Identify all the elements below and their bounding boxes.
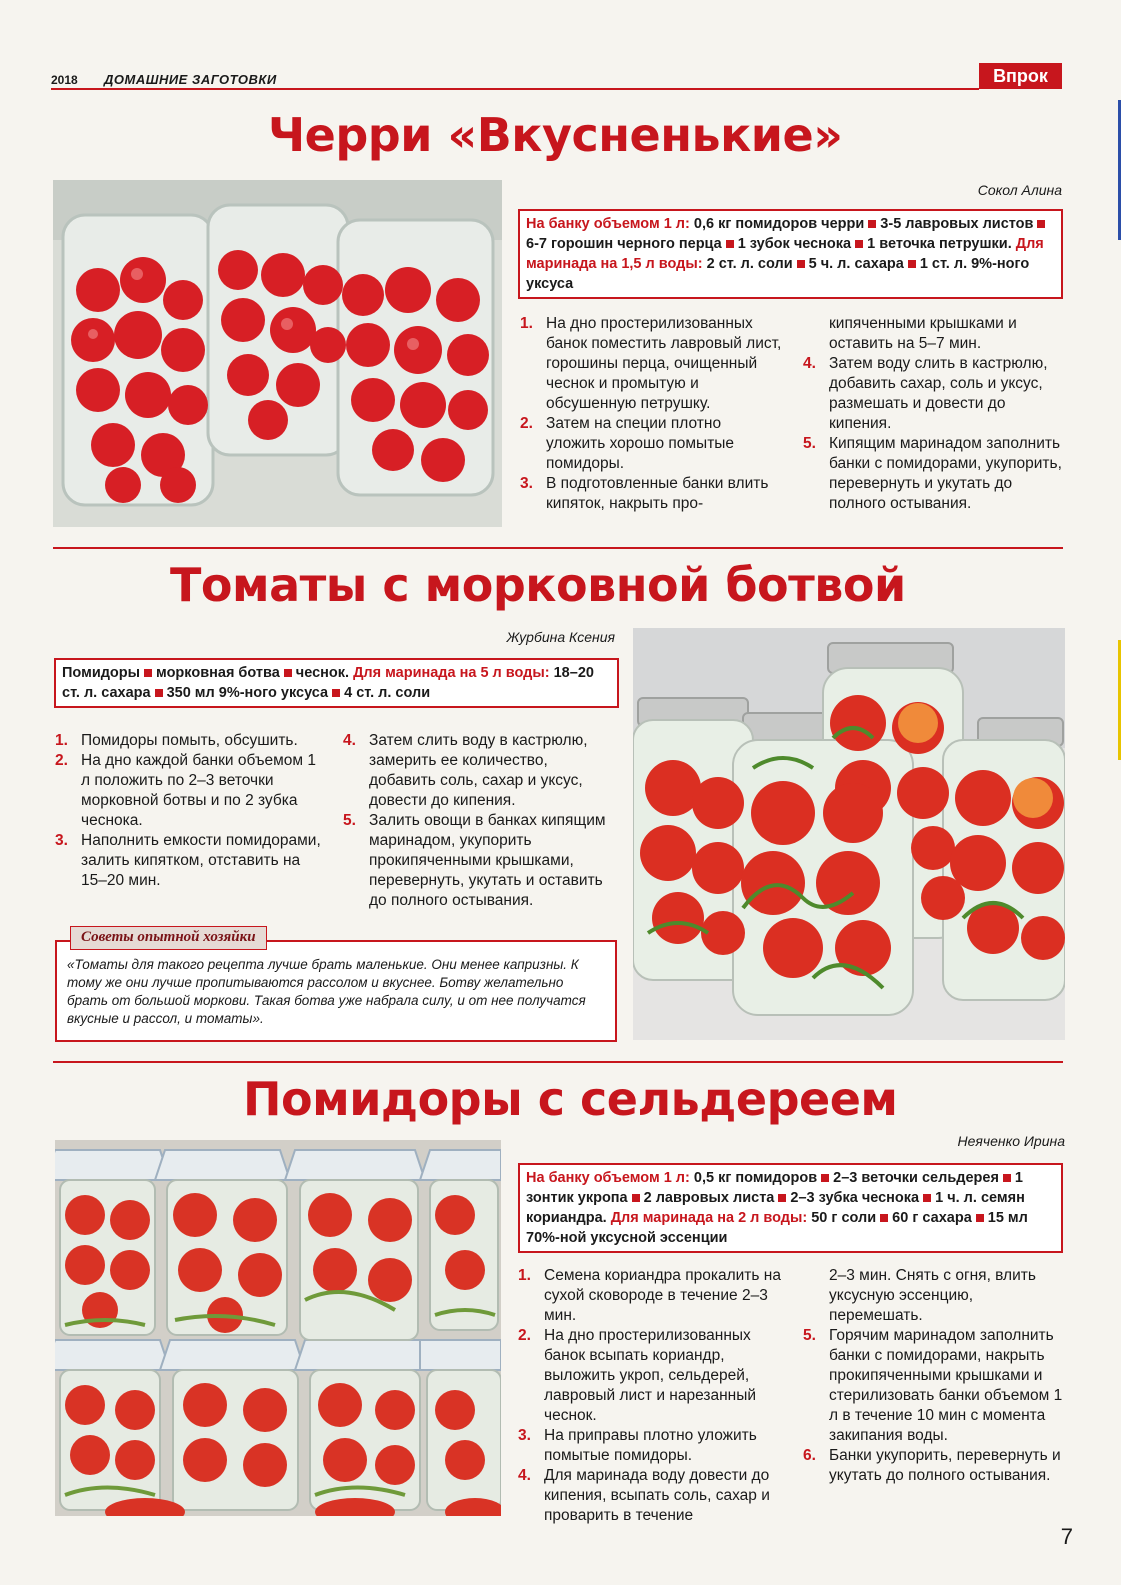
recipe-1-steps-left [520,314,782,514]
header-rule [51,88,979,90]
recipe-step [55,831,323,891]
step-text: На приправы плотно уложить помытые помидоры. [544,1427,757,1464]
recipe-step [803,1446,1065,1486]
section-divider [53,547,1063,549]
tip-label: Советы опытной хозяйки [70,926,267,950]
step-text: Горячим маринадом заполнить банки с помидорами, накрыть прокипяченными крышками и стерилизовать банки объемом 1 л в течение 10 мин с момента закипания воды. [829,1327,1063,1444]
recipe-2-steps-left [55,731,323,891]
step-text: На дно простерилизованных банок всыпать кориандр, выложить укроп, сельдерей, лавровый лист и нарезанный чеснок. [544,1327,757,1424]
recipe-step [55,731,323,751]
recipe-2-author: Журбина Ксения [506,629,615,645]
step-number: 1. [55,732,68,749]
recipe-3-author: Неяченко Ирина [957,1133,1065,1149]
step-number: 6. [803,1447,816,1464]
recipe-2-ingredients: Помидоры морковная ботва чеснок. Для маринада на 5 л воды: 18–20 ст. л. сахара 350 мл 9%-ного уксуса 4 ст. л. соли [62,665,594,701]
page-number: 7 [1060,1524,1073,1549]
recipe-step [803,434,1065,514]
step-text: На дно простерилизованных банок поместить лавровый лист, горошины перца, очищенный чеснок и промытую и обсушенную петрушку. [546,315,782,412]
recipe-3-steps-left [518,1266,783,1526]
recipe-2-ingredients-box [54,658,619,708]
step-text: В подготовленные банки влить кипяток, накрыть про- [546,475,769,512]
recipe-step [803,1326,1065,1446]
recipe-1-step-continuation: кипяченными крышками и оставить на 5–7 мин. [829,315,1017,352]
step-text: Кипящим маринадом заполнить банки с помидорами, укупорить, перевернуть и укутать до полного остывания. [829,435,1062,512]
recipe-1-ingredients: На банку объемом 1 л: 0,6 кг помидоров черри 3-5 лавровых листов6-7 горошин черного перца 1 зубок чеснока 1 веточка петрушки. Для маринада на 1,5 л воды: 2 ст. л. соли 5 ч. л. сахара 1 ст. л. 9%-ного уксуса [526,216,1044,292]
step-number: 3. [520,475,533,492]
step-number: 1. [520,315,533,332]
cherry-tomato-jars-photo [53,180,502,527]
step-text: Затем на специи плотно уложить хорошо помытые помидоры. [546,415,735,472]
section-divider [53,1061,1063,1063]
recipe-step [520,314,782,414]
recipe-2-steps-right [343,731,618,911]
step-number: 3. [55,832,68,849]
step-number: 2. [518,1327,531,1344]
recipe-step [518,1466,783,1526]
step-number: 5. [803,1327,816,1344]
recipe-step [518,1426,783,1466]
recipe-step [520,474,782,514]
recipe-step [520,414,782,474]
recipe-1-title: Черри «Вкусненькие» [268,108,843,162]
step-text: Затем слить воду в кастрюлю, замерить ее количество, добавить соль, сахар и уксус, довести до кипения. [369,732,588,809]
step-text: Залить овощи в банках кипящим маринадом, укупорить прокипяченными крышками, перевернуть, укутать и оставить до полного остывания. [369,812,606,909]
recipe-step [343,731,618,811]
recipe-3-ingredients: На банку объемом 1 л: 0,5 кг помидоров 2–3 веточки сельдерея 1 зонтик укропа 2 лавровых листа 2–3 зубка чеснока 1 ч. л. семян кориандра. Для маринада на 2 л воды: 50 г соли 60 г сахара 15 мл 70%-ной уксусной эссенции [526,1170,1028,1246]
tip-box [55,940,617,1042]
recipe-3-title: Помидоры с сельдереем [243,1072,898,1126]
recipe-1-ingredients-box [518,209,1063,299]
recipe-3-steps-right [803,1266,1065,1486]
header-year: 2018 [51,73,78,87]
step-text: Помидоры помыть, обсушить. [81,732,298,749]
recipe-step [343,811,618,911]
step-number: 4. [343,732,356,749]
recipe-1-steps-right [803,314,1065,514]
recipe-1-steps-right-list [803,354,1065,514]
step-number: 2. [55,752,68,769]
step-number: 5. [803,435,816,452]
step-number: 4. [518,1467,531,1484]
recipe-3-ingredients-box [518,1163,1063,1253]
step-text: Наполнить емкости помидорами, залить кипятком, отставить на 15–20 мин. [81,832,321,889]
section-tab: Впрок [979,63,1062,89]
step-number: 5. [343,812,356,829]
recipe-1-author: Сокол Алина [977,182,1062,198]
recipe-2-title: Томаты с морковной ботвой [170,558,906,612]
recipe-3-step-continuation: 2–3 мин. Снять с огня, влить уксусную эссенцию, перемешать. [829,1267,1036,1324]
header-magazine-name: ДОМАШНИЕ ЗАГОТОВКИ [104,72,277,87]
recipe-step [55,751,323,831]
step-text: Для маринада воду довести до кипения, всыпать соль, сахар и проварить в течение [544,1467,770,1524]
celery-tomato-jars-photo [55,1140,501,1516]
tomato-jars-carrot-tops-photo [633,628,1065,1040]
step-number: 4. [803,355,816,372]
recipe-3-steps-right-list [803,1326,1065,1486]
recipe-step [518,1326,783,1426]
step-text: Затем воду слить в кастрюлю, добавить сахар, соль и уксус, размешать и довести до кипения. [829,355,1048,432]
recipe-step [803,354,1065,434]
tip-text: «Томаты для такого рецепта лучше брать маленькие. Они менее капризны. К тому же они лучше пропитываются рассолом и вкуснее. Ботву желательно брать от большой моркови. Такая ботва уже набрала силу, и от нее получатся вкусные и рассол, и томаты». [67,957,586,1026]
step-number: 2. [520,415,533,432]
step-text: На дно каждой банки объемом 1 л положить по 2–3 веточки морковной ботвы и по 2 зубка чеснока. [81,752,316,829]
step-number: 3. [518,1427,531,1444]
step-number: 1. [518,1267,531,1284]
recipe-step [518,1266,783,1326]
step-text: Банки укупорить, перевернуть и укутать до полного остывания. [829,1447,1061,1484]
step-text: Семена кориандра прокалить на сухой сковороде в течение 2–3 мин. [544,1267,781,1324]
